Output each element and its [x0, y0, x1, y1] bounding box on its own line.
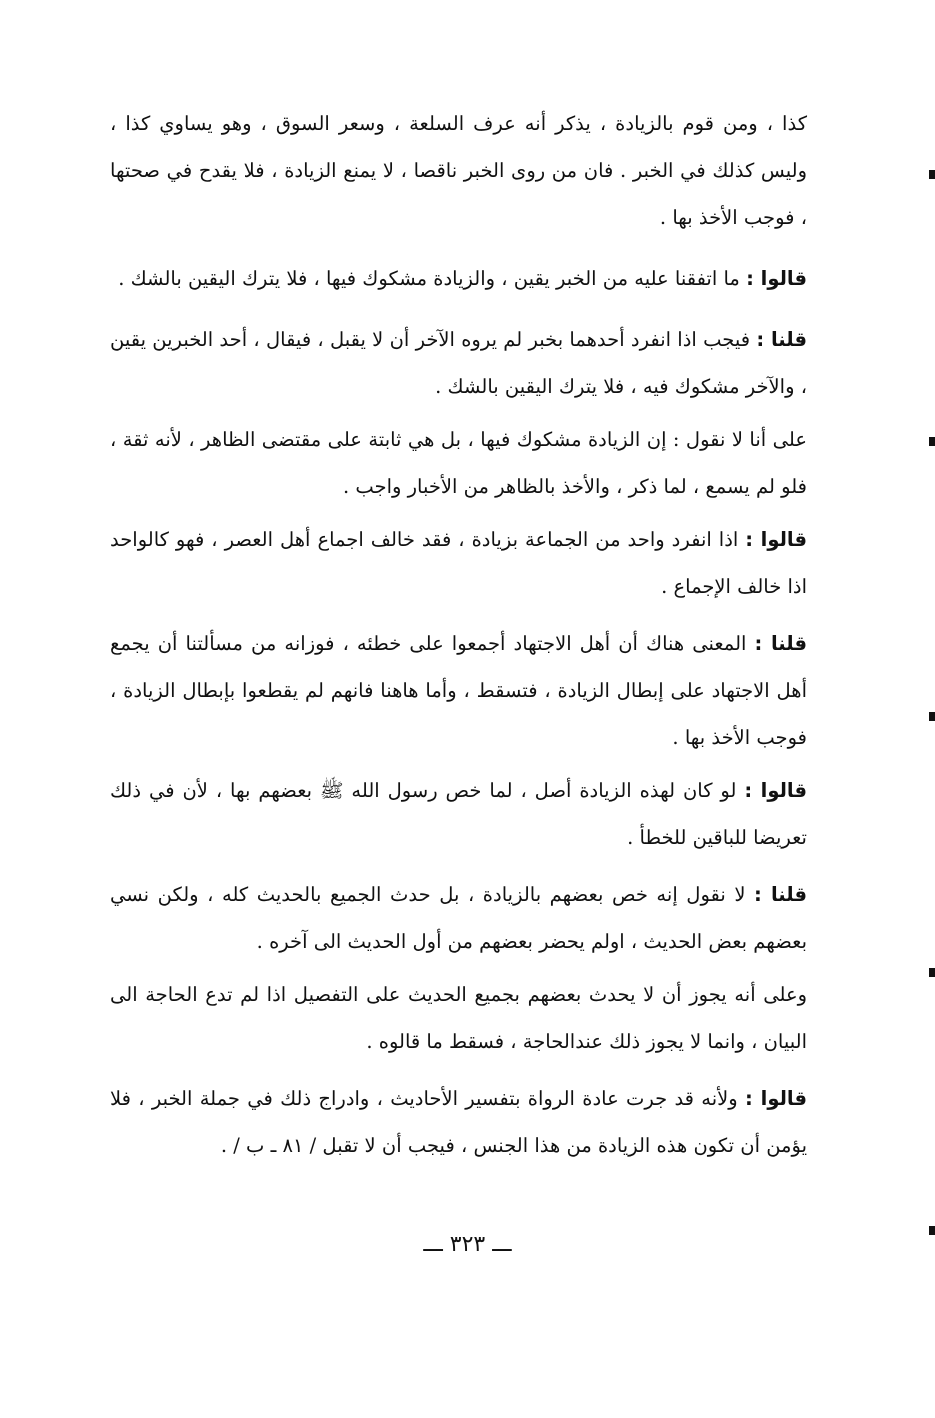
- margin-mark: [929, 1226, 935, 1235]
- page-number: ـــ ٣٢٣ ـــ: [423, 1232, 512, 1257]
- paragraph-lead: قالوا :: [746, 267, 807, 290]
- paragraph-4: [110, 416, 807, 510]
- paragraph-lead: قلنا :: [754, 883, 807, 906]
- paragraph-lead: قالوا :: [745, 1087, 807, 1110]
- paragraph-text: على أنا لا نقول : إن الزيادة مشكوك فيها ، بل هي ثابتة على مقتضى الظاهر ، لأنه ثقة ، فلو لم يسمع ، لما ذكر ، والأخذ بالظاهر من الأخبار واجب .: [110, 428, 807, 498]
- paragraph-5: [110, 516, 807, 610]
- page-body: [110, 100, 807, 1169]
- paragraph-9: [110, 971, 807, 1065]
- paragraph-7: [110, 767, 807, 861]
- paragraph-10: [110, 1075, 807, 1169]
- paragraph-text: فيجب اذا انفرد أحدهما بخبر لم يروه الآخر أن لا يقبل ، فيقال ، أحد الخبرين يقين ، والآخر مشكوك فيه ، فلا يترك اليقين بالشك .: [110, 328, 807, 398]
- paragraph-text: ولأنه قد جرت عادة الرواة بتفسير الأحاديث ، وادراج ذلك في جملة الخبر ، فلا يؤمن أن تكون هذه الزيادة من هذا الجنس ، فيجب أن لا تقبل / ٨١ ـ ب / .: [110, 1087, 807, 1157]
- paragraph-3: [110, 316, 807, 410]
- margin-mark: [929, 437, 935, 446]
- paragraph-text: كذا ، ومن قوم بالزيادة ، يذكر أنه عرف السلعة ، وسعر السوق ، وهو يساوي كذا ، وليس كذلك في الخبر . فان من روى الخبر ناقصا ، لا يمنع الزيادة ، فلا يقدح في صحتها ، فوجب الأخذ بها .: [110, 112, 807, 229]
- paragraph-8: [110, 871, 807, 965]
- paragraph-lead: قالوا :: [744, 779, 807, 802]
- paragraph-text: ما اتفقنا عليه من الخبر يقين ، والزيادة مشكوك فيها ، فلا يترك اليقين بالشك .: [118, 267, 747, 290]
- paragraph-text: اذا انفرد واحد من الجماعة بزيادة ، فقد خالف اجماع أهل العصر ، فهو كالواحد اذا خالف الإجماع .: [110, 528, 807, 598]
- paragraph-lead: قلنا :: [756, 328, 807, 351]
- paragraph-text: لو كان لهذه الزيادة أصل ، لما خص رسول الله ﷺ بعضهم بها ، لأن في ذلك تعريضا للباقين للخطأ .: [110, 779, 807, 849]
- paragraph-text: وعلى أنه يجوز أن لا يحدث بعضهم بجميع الحديث على التفصيل اذا لم تدع الحاجة الى البيان ، وانما لا يجوز ذلك عندالحاجة ، فسقط ما قالوه .: [110, 983, 807, 1053]
- paragraph-lead: قلنا :: [754, 632, 807, 655]
- margin-mark: [929, 170, 935, 179]
- paragraph-lead: قالوا :: [745, 528, 807, 551]
- paragraph-2: [110, 255, 807, 302]
- paragraph-text: المعنى هناك أن أهل الاجتهاد أجمعوا على خطئه ، فوزانه من مسألتنا أن يجمع أهل الاجتهاد على إبطال الزيادة ، فتسقط ، وأما هاهنا فانهم لم يقطعوا بإبطال الزيادة ، فوجب الأخذ بها .: [110, 632, 807, 749]
- paragraph-text: لا نقول إنه خص بعضهم بالزيادة ، بل حدث الجميع بالحديث كله ، ولكن نسي بعضهم بعض الحديث ، اولم يحضر بعضهم من أول الحديث الى آخره .: [110, 883, 807, 953]
- margin-mark: [929, 712, 935, 721]
- paragraph-6: [110, 620, 807, 761]
- margin-mark: [929, 968, 935, 977]
- paragraph-1: [110, 100, 807, 241]
